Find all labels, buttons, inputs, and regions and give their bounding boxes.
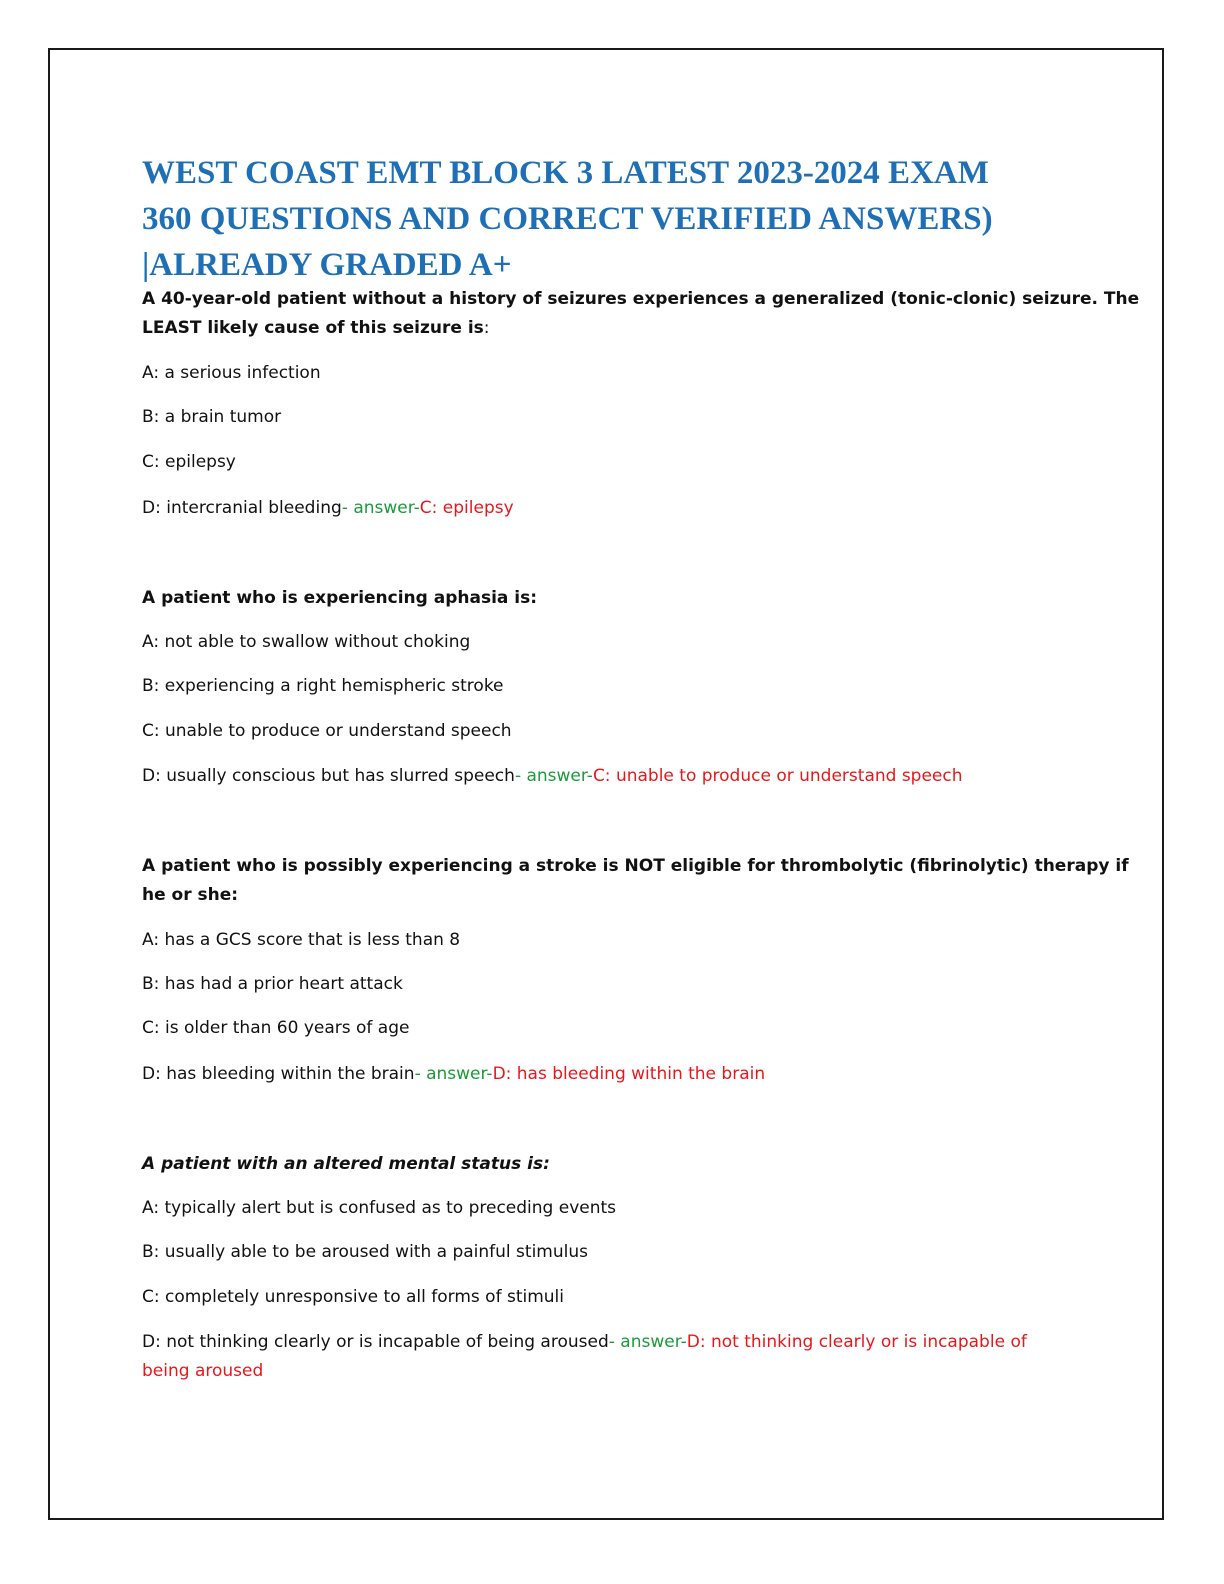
question-4-stem-line-1: A patient with an altered mental status is: <box>142 1154 550 1174</box>
question-2-answer-value: C: unable to produce or understand speech <box>592 766 963 786</box>
question-2-option-d <box>142 762 1092 790</box>
question-4-answer-value: D: not thinking clearly or is incapable of <box>686 1332 1027 1352</box>
question-3-answer-label: answer- <box>426 1064 493 1084</box>
question-3-option-a: A: has a GCS score that is less than 8 <box>142 930 461 950</box>
question-4-answer-label: answer- <box>620 1332 687 1352</box>
question-1-stem-text: LEAST likely cause of this seizure is <box>142 318 484 338</box>
question-1-option-d <box>142 494 1092 522</box>
question-2-option-c: C: unable to produce or understand speech <box>142 721 512 741</box>
question-3-stem-line-1: A patient who is possibly experiencing a stroke is NOT eligible for thrombolytic (fibrinolytic) therapy if <box>142 856 1129 876</box>
question-1-option-a: A: a serious infection <box>142 363 321 383</box>
document-title <box>142 150 1102 288</box>
question-3-answer-value: D: has bleeding within the brain <box>492 1064 766 1084</box>
question-4-answer-value-cont: being aroused <box>142 1361 264 1381</box>
question-4-option-a: A: typically alert but is confused as to preceding events <box>142 1198 617 1218</box>
question-3-stem-line-2: he or she: <box>142 885 239 905</box>
question-1-stem-colon: : <box>483 318 490 338</box>
title-line-1: WEST COAST EMT BLOCK 3 LATEST 2023-2024 EXAM <box>142 155 989 191</box>
question-2-option-b: B: experiencing a right hemispheric stroke <box>142 676 504 696</box>
question-1-option-c: C: epilepsy <box>142 452 236 472</box>
question-4-option-c: C: completely unresponsive to all forms of stimuli <box>142 1287 564 1307</box>
question-4-option-b: B: usually able to be aroused with a painful stimulus <box>142 1242 588 1262</box>
question-1-stem-line-1: A 40-year-old patient without a history of seizures experiences a generalized (tonic-clonic) seizure. The <box>142 289 1140 309</box>
title-line-2: 360 QUESTIONS AND CORRECT VERIFIED ANSWERS) <box>142 201 993 237</box>
question-1-answer-separator: - <box>341 498 354 518</box>
question-2-option-d-text: D: usually conscious but has slurred speech <box>142 766 515 786</box>
question-1-answer-label: answer- <box>353 498 420 518</box>
question-3-option-d <box>142 1060 1092 1088</box>
question-1-option-d-text: D: intercranial bleeding <box>142 498 342 518</box>
question-3-option-c: C: is older than 60 years of age <box>142 1018 410 1038</box>
title-line-3: |ALREADY GRADED A+ <box>142 247 512 283</box>
question-1-option-b: B: a brain tumor <box>142 407 282 427</box>
question-2-answer-separator: - <box>514 766 527 786</box>
question-4-answer-separator: - <box>608 1332 621 1352</box>
question-3-answer-separator: - <box>414 1064 427 1084</box>
question-2-answer-label: answer- <box>526 766 593 786</box>
question-1-stem-line-2 <box>142 314 1092 342</box>
question-3-option-d-text: D: has bleeding within the brain <box>142 1064 415 1084</box>
question-4-option-d <box>142 1328 1092 1356</box>
question-4-option-d-text: D: not thinking clearly or is incapable of being aroused <box>142 1332 609 1352</box>
question-2-stem-line-1: A patient who is experiencing aphasia is: <box>142 588 538 608</box>
question-1-answer-value: C: epilepsy <box>419 498 514 518</box>
question-2-option-a: A: not able to swallow without choking <box>142 632 471 652</box>
question-3-option-b: B: has had a prior heart attack <box>142 974 403 994</box>
